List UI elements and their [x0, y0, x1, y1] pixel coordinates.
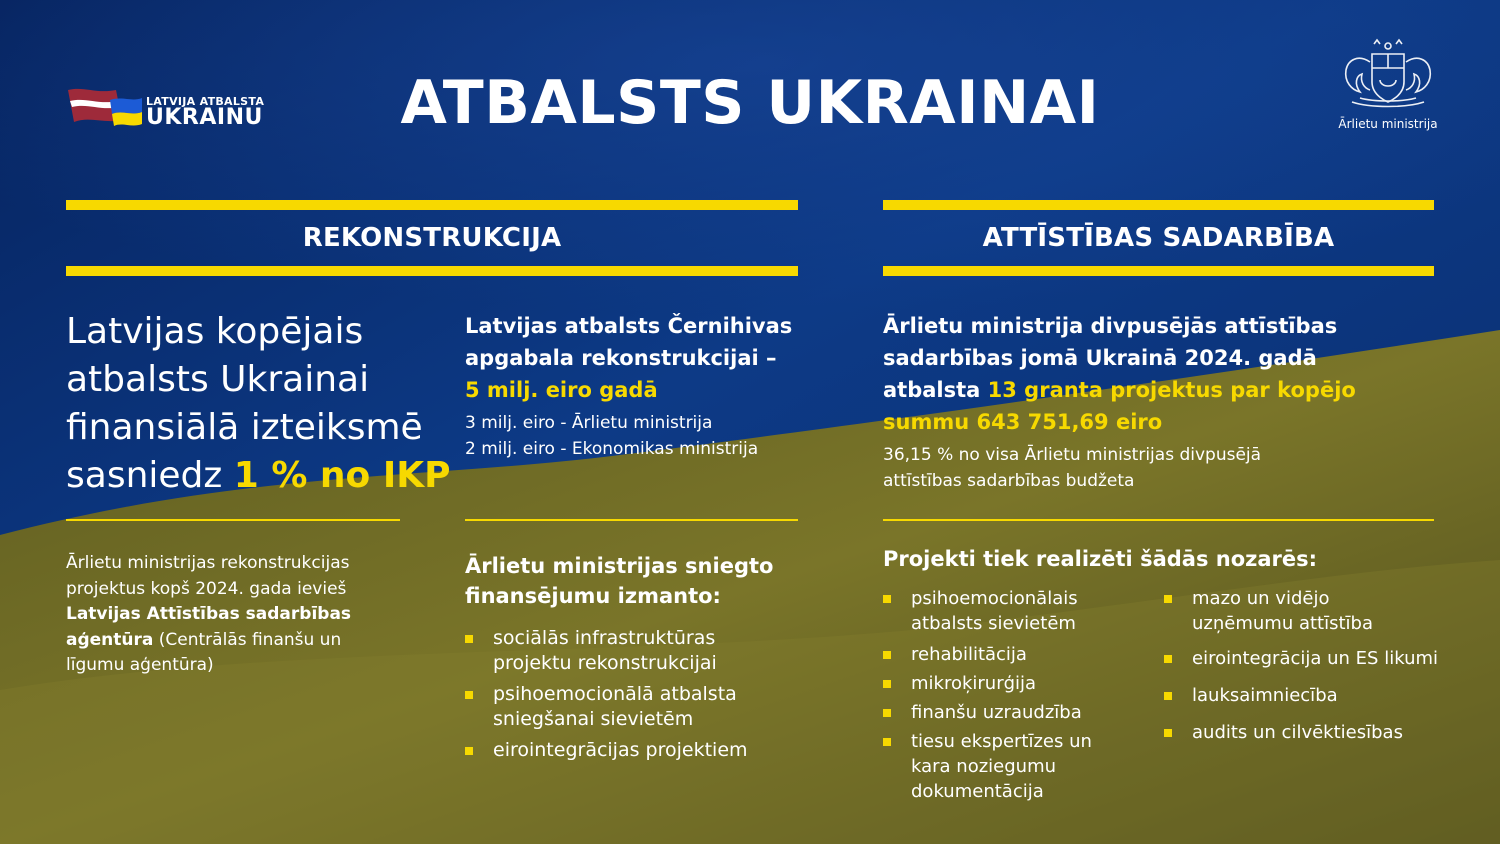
sectors-list-col1	[883, 586, 1153, 810]
bullet-square-icon	[1164, 595, 1172, 603]
list-item-text: rehabilitācija	[911, 644, 1027, 665]
list-item-text: uzņēmumu attīstība	[1192, 613, 1373, 634]
grant-projects-highlight: 13 granta projektus par kopējo	[987, 378, 1356, 402]
bullet-square-icon	[883, 738, 891, 746]
bullet-square-icon	[465, 635, 473, 643]
list-item-text: audits un cilvēktiesības	[1192, 722, 1403, 743]
logo-line1: LATVIJA ATBALSTA	[146, 95, 265, 108]
list-item-text: projektu rekonstrukcijai	[493, 652, 717, 674]
section-bar-bottom-right	[883, 266, 1434, 276]
agency-line4-rest: (Centrālās finanšu un	[153, 629, 342, 650]
chernihiv-support	[465, 310, 805, 462]
list-item-text: dokumentācija	[911, 781, 1044, 802]
intro-line3-prefix: atbalsta	[883, 378, 988, 402]
chernihiv-amount: 5 milj. eiro gadā	[465, 378, 658, 402]
bullet-square-icon	[883, 709, 891, 717]
statement-line2: atbalsts Ukrainai	[66, 359, 370, 400]
section-bar-top-left	[66, 200, 798, 210]
funding-usage-list	[465, 626, 805, 769]
divider-left	[66, 519, 400, 521]
implementing-agency-note	[66, 551, 446, 679]
bullet-square-icon	[465, 747, 473, 755]
bullet-square-icon	[1164, 729, 1172, 737]
intro-line1: Ārlietu ministrija divpusējās attīstības	[883, 314, 1338, 338]
bullet-square-icon	[883, 651, 891, 659]
funding-usage-heading	[465, 551, 805, 611]
list-item-text: mazo un vidējo	[1192, 588, 1330, 609]
ministry-caption: Ārlietu ministrija	[1338, 117, 1438, 131]
budget-share-line2: attīstības sadarbības budžeta	[883, 471, 1135, 491]
list-item-text: finanšu uzraudzība	[911, 702, 1082, 723]
statement-line4	[66, 452, 451, 500]
list-item-text: sociālās infrastruktūras	[493, 627, 716, 649]
list-item	[883, 700, 1153, 725]
chernihiv-line1: Latvijas atbalsts Černihivas	[465, 314, 793, 338]
bullet-square-icon	[883, 595, 891, 603]
agency-line2: projektus kopš 2024. gada ievieš	[66, 578, 347, 599]
list-item-text: psihoemocionālais	[911, 588, 1078, 609]
arlietu-ministrija-logo	[1330, 36, 1446, 136]
section-bar-top-right	[883, 200, 1434, 210]
flags-icon	[66, 86, 142, 132]
statement-line3: finansiālā izteiksmē	[66, 407, 423, 448]
list-item	[1164, 720, 1454, 745]
list-item	[1164, 683, 1454, 708]
divider-middle	[465, 519, 798, 521]
usage-heading-line2: finansējumu izmanto:	[465, 584, 721, 608]
list-item-text: sniegšanai sievietēm	[493, 708, 694, 730]
logo-line2: UKRAINU	[146, 105, 263, 130]
page-title: ATBALSTS UKRAINAI	[400, 68, 1100, 138]
bullet-square-icon	[883, 680, 891, 688]
divider-right	[883, 519, 1434, 521]
chernihiv-detail1: 3 milj. eiro - Ārlietu ministrija	[465, 413, 713, 433]
agency-name-line2: aģentūra	[66, 629, 154, 650]
agency-line1: Ārlietu ministrijas rekonstrukcijas	[66, 553, 350, 573]
list-item-text: mikroķirurģija	[911, 673, 1037, 694]
bullet-square-icon	[465, 691, 473, 699]
gdp-share-highlight: 1 % no IKP	[233, 455, 451, 496]
total-support-statement	[66, 308, 451, 500]
intro-line3	[883, 374, 1443, 406]
sectors-heading: Projekti tiek realizēti šādās nozarēs:	[883, 547, 1318, 571]
list-item-text: eirointegrācijas projektiem	[493, 739, 748, 761]
agency-line5: līgumu aģentūra)	[66, 655, 214, 675]
section-bar-bottom-left	[66, 266, 798, 276]
list-item	[883, 671, 1153, 696]
bullet-square-icon	[1164, 655, 1172, 663]
agency-name-line1: Latvijas Attīstības sadarbības	[66, 604, 352, 624]
chernihiv-detail2: 2 milj. eiro - Ekonomikas ministrija	[465, 439, 759, 459]
section-title-rekonstrukcija: REKONSTRUKCIJA	[302, 223, 562, 253]
list-item-text: eirointegrācija un ES likumi	[1192, 648, 1439, 669]
list-item-text: lauksaimniecība	[1192, 685, 1338, 706]
list-item	[1164, 586, 1454, 636]
chernihiv-line2: apgabala rekonstrukcijai –	[465, 346, 777, 370]
list-item-text: atbalsts sievietēm	[911, 613, 1076, 634]
list-item-text: psihoemocionālā atbalsta	[493, 683, 737, 705]
list-item	[465, 682, 805, 732]
grant-sum-highlight: summu 643 751,69 eiro	[883, 410, 1163, 434]
list-item-text: kara noziegumu	[911, 756, 1057, 777]
statement-line1: Latvijas kopējais	[66, 311, 364, 352]
list-item	[465, 738, 805, 763]
budget-share-line1: 36,15 % no visa Ārlietu ministrijas divpusējā	[883, 445, 1262, 465]
intro-line2: sadarbības jomā Ukrainā 2024. gadā	[883, 346, 1317, 370]
agency-line4	[66, 628, 446, 654]
list-item	[883, 642, 1153, 667]
statement-line4-prefix: sasniedz	[66, 455, 234, 496]
development-cooperation-intro	[883, 310, 1443, 494]
list-item	[465, 626, 805, 676]
section-title-attistibas-sadarbiba: ATTĪSTĪBAS SADARBĪBA	[982, 223, 1335, 253]
coat-of-arms-icon	[1330, 36, 1446, 114]
usage-heading-line1: Ārlietu ministrijas sniegto	[465, 554, 774, 578]
list-item	[1164, 646, 1454, 671]
bullet-square-icon	[1164, 692, 1172, 700]
list-item-text: tiesu ekspertīzes un	[911, 731, 1092, 752]
latvija-atbalsta-ukrainu-logo	[66, 86, 266, 132]
list-item	[883, 729, 1153, 804]
list-item	[883, 586, 1153, 636]
sectors-list-col2	[1164, 586, 1454, 751]
